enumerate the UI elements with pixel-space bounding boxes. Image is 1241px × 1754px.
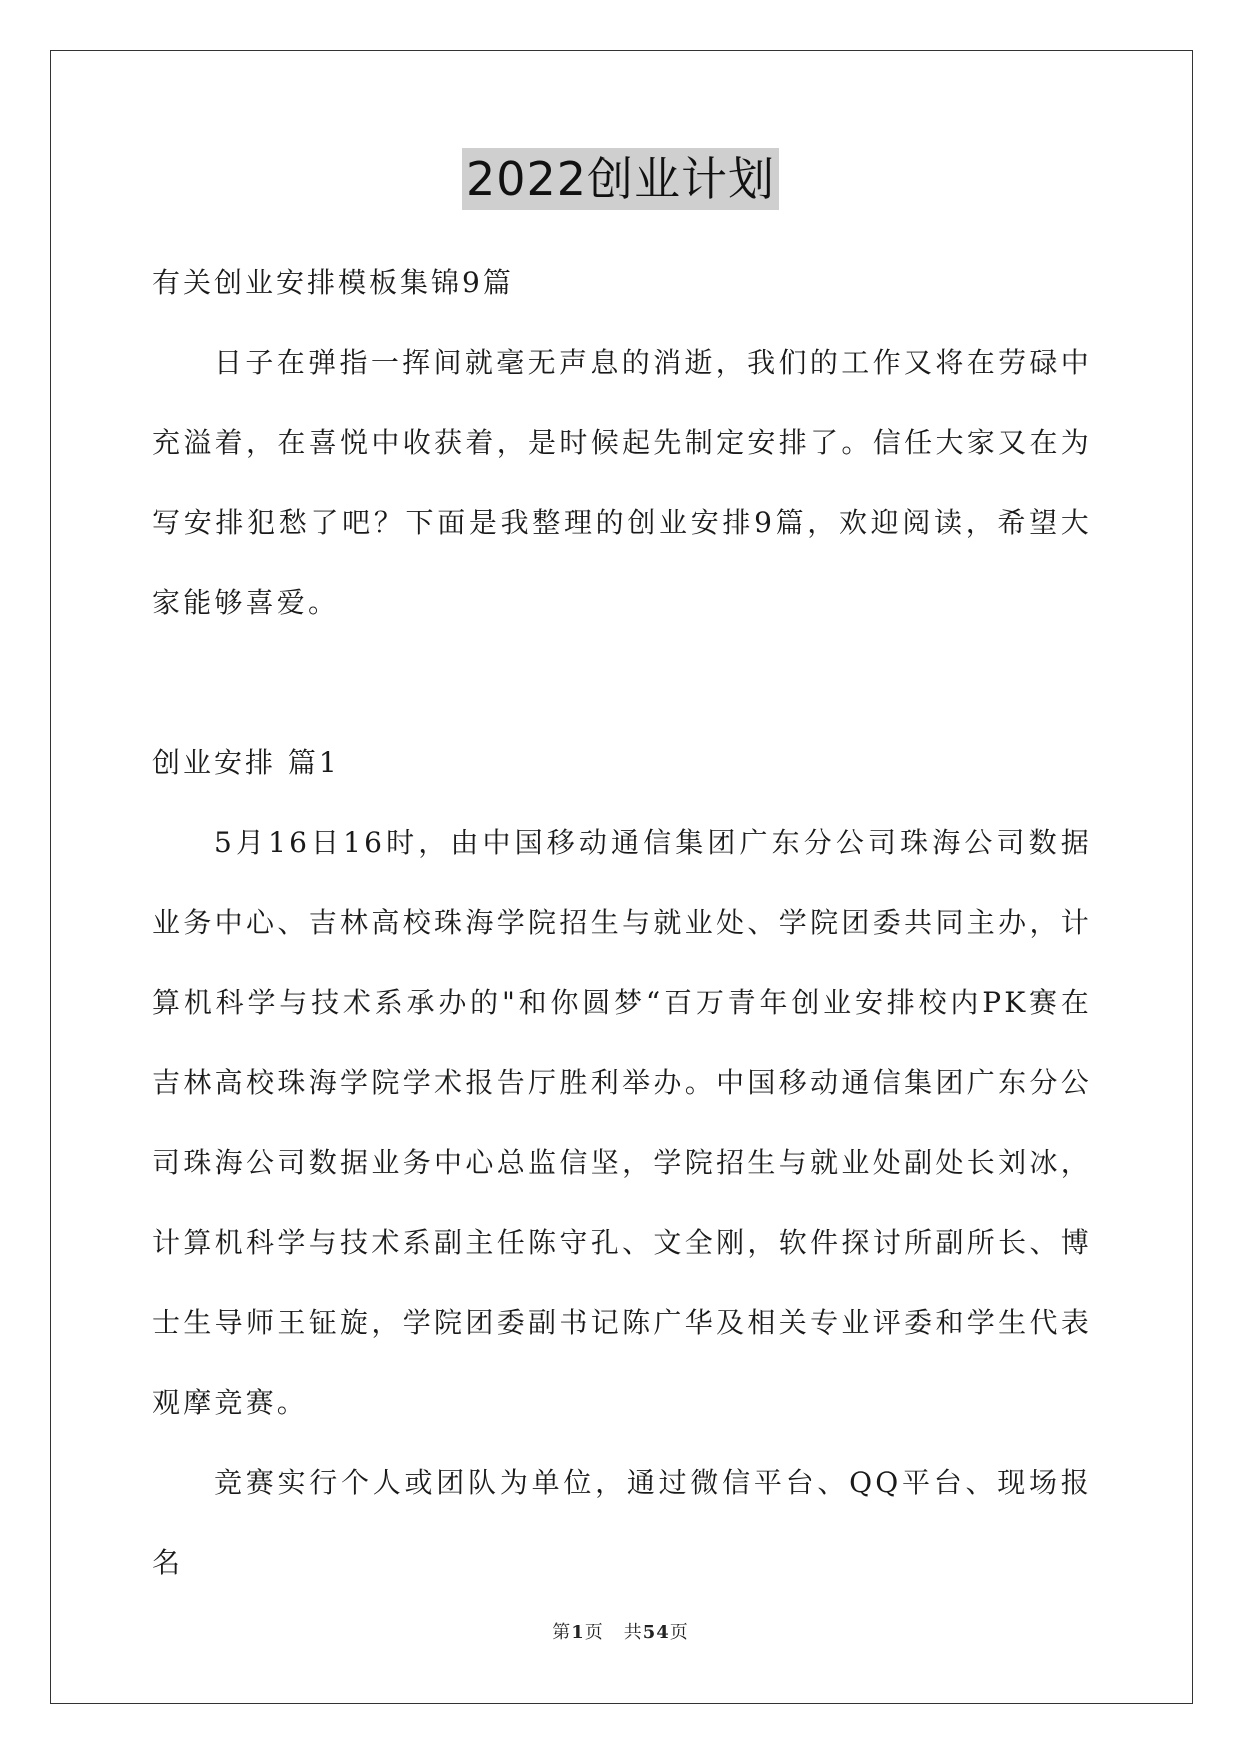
total-page-count: 54 xyxy=(642,1622,670,1643)
page-footer xyxy=(0,1618,1241,1644)
body-paragraph-2: 竞赛实行个人或团队为单位，通过微信平台、QQ平台、现场报名 xyxy=(152,1466,1092,1579)
document-title: 2022创业计划 xyxy=(462,148,779,210)
total-suffix: 页 xyxy=(669,1622,689,1643)
document-subtitle: 有关创业安排模板集锦9篇 xyxy=(152,266,514,299)
total-prefix: 共 xyxy=(623,1622,643,1643)
page-prefix: 第 xyxy=(552,1622,572,1643)
intro-paragraph: 日子在弹指一挥间就毫无声息的消逝，我们的工作又将在劳碌中充溢着，在喜悦中收获着，是时候起先制定安排了。信任大家又在为写安排犯愁了吧？下面是我整理的创业安排9篇，欢迎阅读，希望大家能够喜爱。 xyxy=(152,346,1092,619)
paragraph-spacer xyxy=(152,643,1092,723)
current-page-number: 1 xyxy=(571,1622,585,1643)
title-container xyxy=(0,148,1241,210)
document-body xyxy=(152,243,1092,1603)
page-suffix: 页 xyxy=(584,1622,604,1643)
body-paragraph-1: 5月16日16时，由中国移动通信集团广东分公司珠海公司数据业务中心、吉林高校珠海学院招生与就业处、学院团委共同主办，计算机科学与技术系承办的"和你圆梦“百万青年创业安排校内PK赛在吉林高校珠海学院学术报告厅胜利举办。中国移动通信集团广东分公司珠海公司数据业务中心总监信坚，学院招生与就业处副处长刘冰，计算机科学与技术系副主任陈守孔、文全刚，软件探讨所副所长、博士生导师王钲旋，学院团委副书记陈广华及相关专业评委和学生代表观摩竞赛。 xyxy=(152,826,1092,1419)
section-heading: 创业安排 篇1 xyxy=(152,746,340,779)
